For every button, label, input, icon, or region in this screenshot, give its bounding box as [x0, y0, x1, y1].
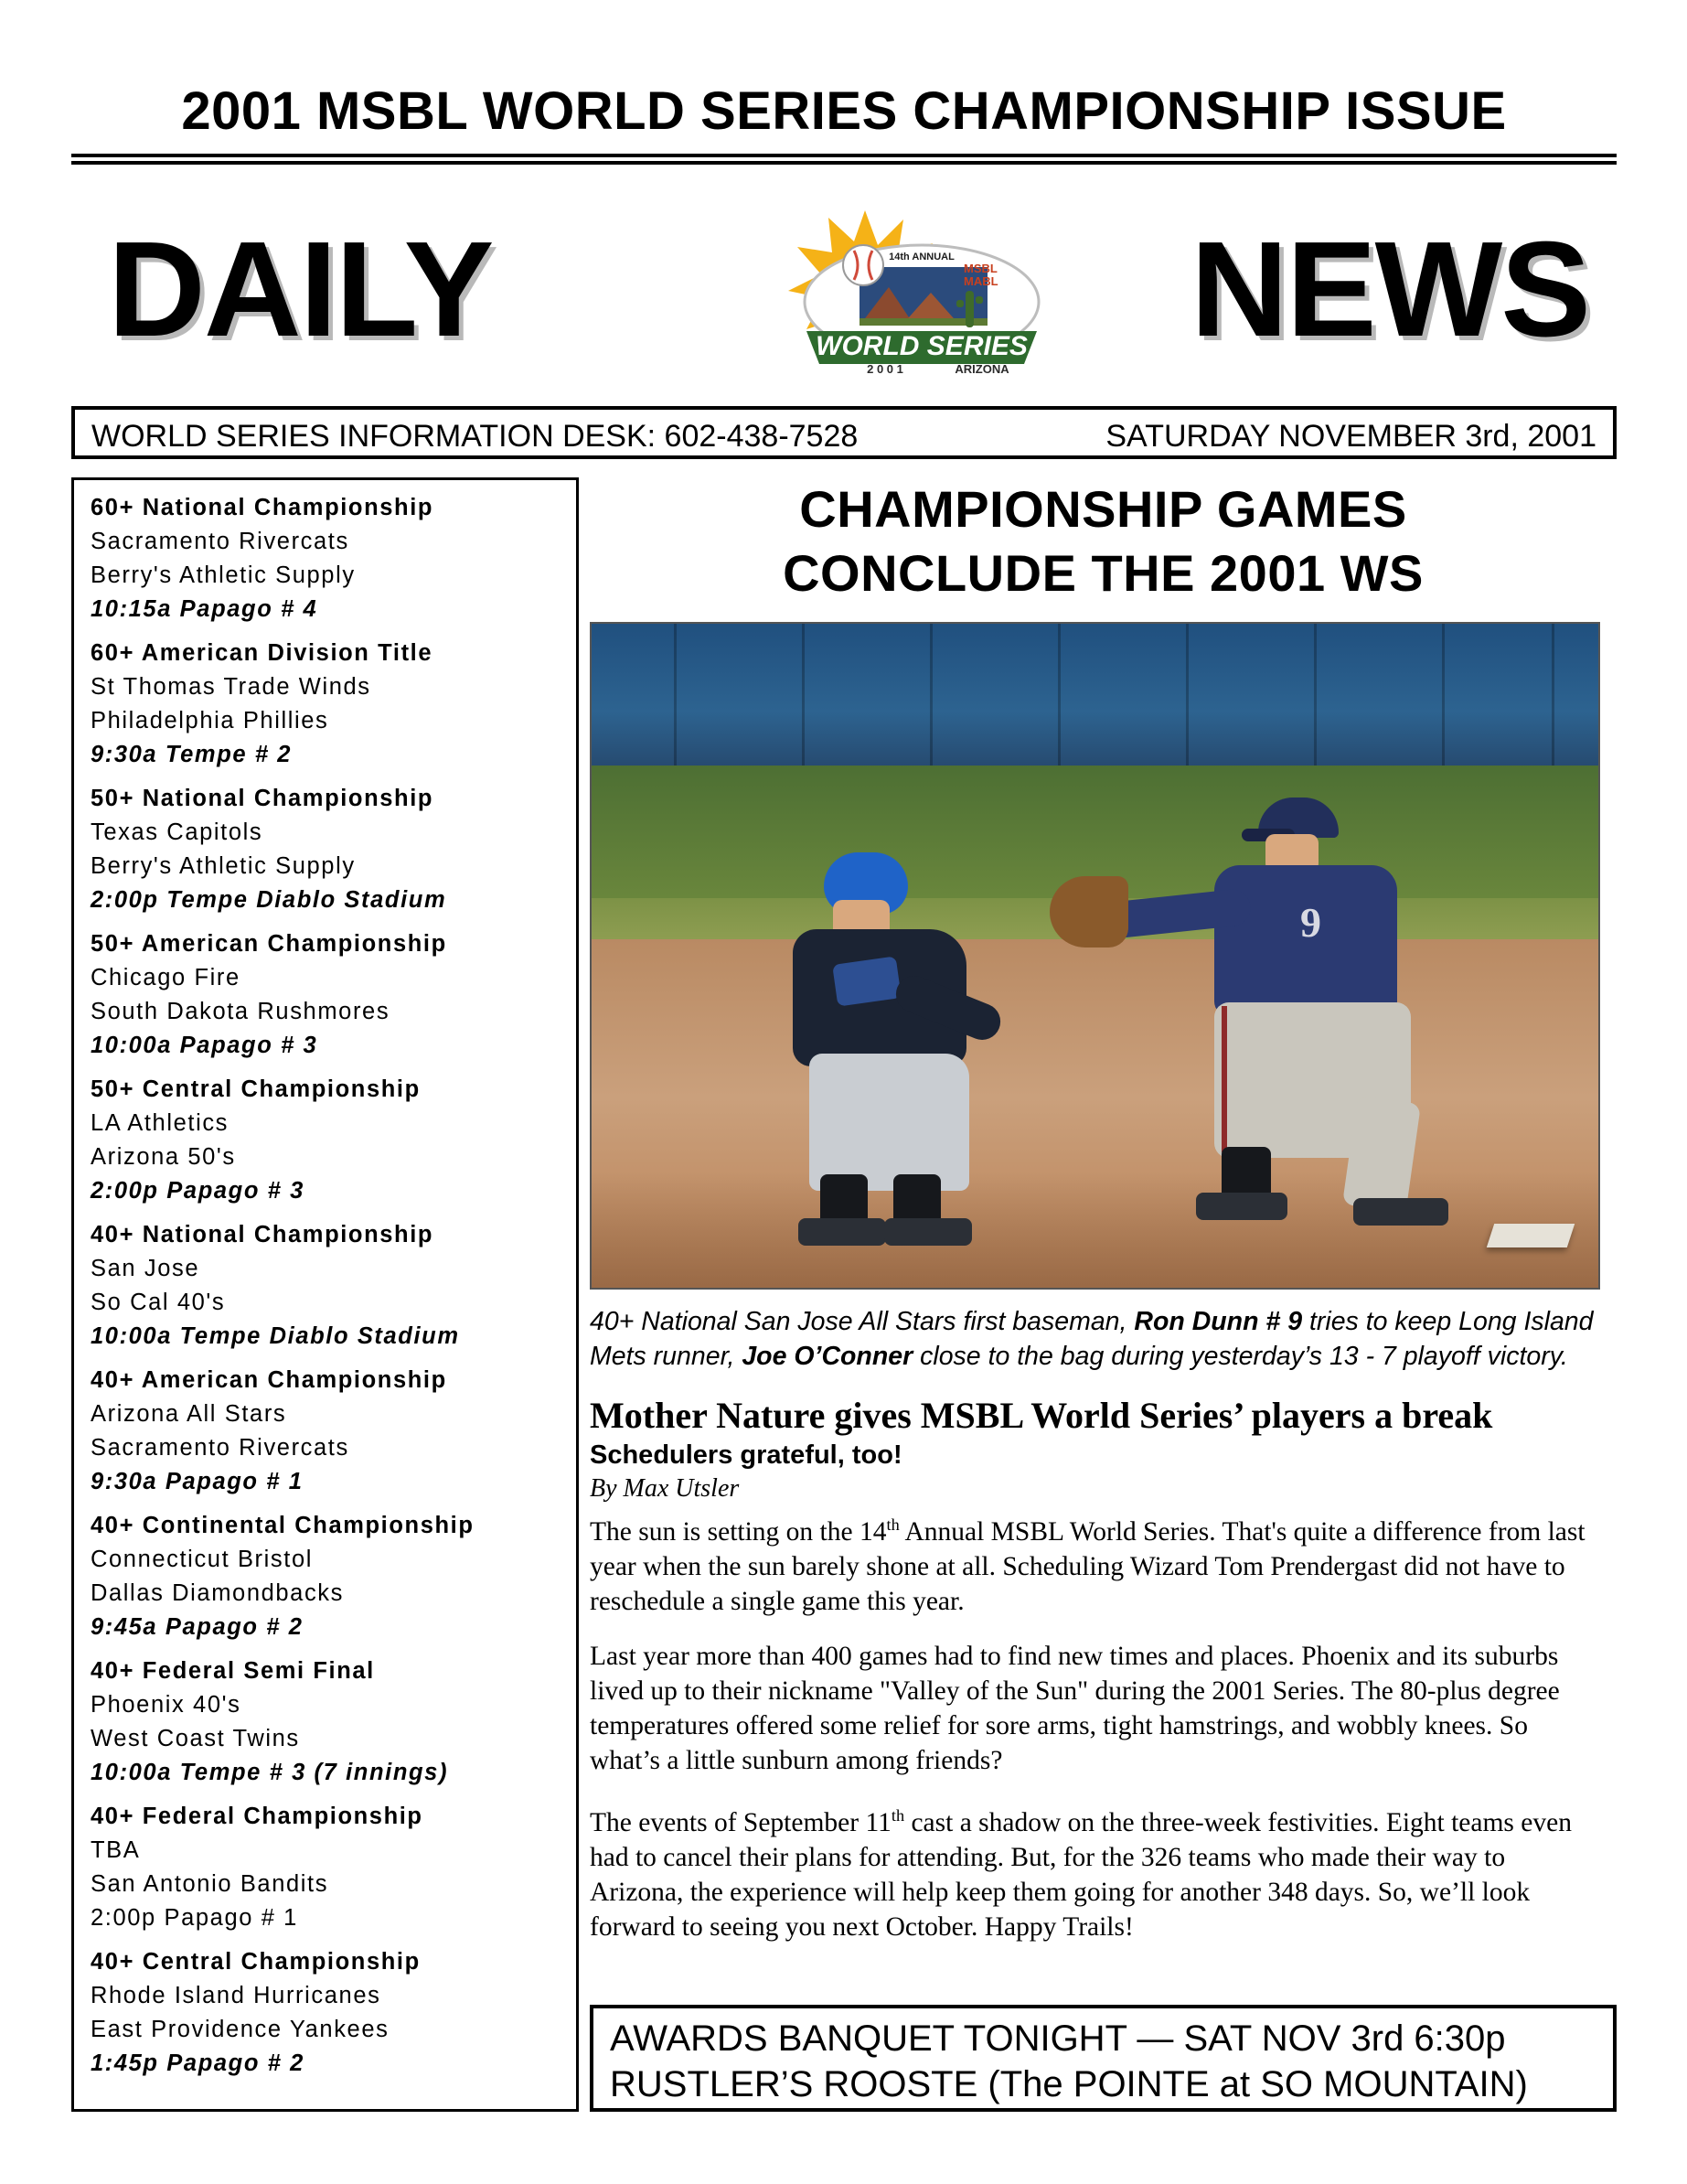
main-column [590, 477, 1617, 1965]
schedule-time-location: 9:30a Papago # 1 [91, 1469, 304, 1494]
schedule-team-2: South Dakota Rushmores [91, 999, 390, 1024]
awards-banquet-box [590, 2005, 1617, 2112]
schedule-time-location: 2:00p Papago # 1 [91, 1905, 298, 1931]
para1-ordinal: th [886, 1515, 900, 1534]
schedule-time-location: 10:00a Papago # 3 [91, 1033, 318, 1058]
schedule-team-1: Arizona All Stars [91, 1401, 287, 1427]
schedule-team-1: St Thomas Trade Winds [91, 674, 371, 700]
caption-player-2: Joe O’Conner [742, 1342, 913, 1371]
issue-banner: 2001 MSBL WORLD SERIES CHAMPIONSHIP ISSUE [181, 81, 1507, 141]
schedule-division-title: 60+ American Division Title [91, 640, 433, 666]
masthead [71, 212, 1617, 386]
schedule-team-1: LA Athletics [91, 1110, 230, 1136]
banquet-line-2: RUSTLER’S ROOSTE (The POINTE at SO MOUNTAIN) [610, 2064, 1528, 2104]
schedule-game-block [91, 927, 567, 1063]
story-byline: By Max Utsler [590, 1474, 740, 1503]
masthead-divider [71, 154, 1617, 165]
schedule-division-title: 50+ American Championship [91, 931, 447, 957]
schedule-game-block [91, 491, 567, 626]
schedule-team-1: Chicago Fire [91, 965, 240, 990]
story-paragraph-3 [590, 1798, 1600, 1944]
schedule-game-block [91, 1218, 567, 1354]
lead-photo [590, 622, 1600, 1290]
lead-story [590, 1394, 1600, 1944]
schedule-division-title: 40+ American Championship [91, 1367, 447, 1393]
story-subhead: Schedulers grateful, too! [590, 1440, 902, 1470]
fielder-shoe-left [1196, 1193, 1287, 1220]
fielder-jersey-number: 9 [1300, 899, 1321, 946]
schedule-game-block [91, 1945, 567, 2081]
runner-shoe-left [798, 1218, 886, 1246]
photo-caption [590, 1304, 1600, 1374]
schedule-team-1: Connecticut Bristol [91, 1547, 313, 1572]
para3-ordinal: th [891, 1805, 905, 1825]
schedule-team-2: Philadelphia Phillies [91, 708, 329, 733]
banquet-line-1: AWARDS BANQUET TONIGHT — SAT NOV 3rd 6:30p [610, 2018, 1506, 2059]
svg-text:WORLD SERIES: WORLD SERIES [816, 331, 1028, 361]
story-paragraph-2: Last year more than 400 games had to find new times and places. Phoenix and its suburbs lived up to their nickname "Valley of the Sun" during the 2001 Series. The 80-plus degree temperatures offered some relief for sore arms, tight hamstrings, and wobbly knees. So what’s a little sunburn among friends? [590, 1641, 1560, 1775]
schedule-team-2: East Providence Yankees [91, 2017, 390, 2042]
schedule-division-title: 40+ Central Championship [91, 1949, 421, 1975]
para1-text-b: Annual MSBL World Series. That's quite a difference from last year when the sun barely shone at all. Scheduling Wizard Tom Prendergast did not have to reschedule a single game this year. [590, 1516, 1586, 1616]
schedule-time-location: 10:15a Papago # 4 [91, 596, 318, 622]
svg-text:MSBL: MSBL [964, 262, 998, 275]
para1-text-a: The sun is setting on the 14 [590, 1516, 887, 1547]
fielder-leg [1342, 1096, 1421, 1214]
story-headline: Mother Nature gives MSBL World Series’ players a break [590, 1395, 1493, 1436]
schedule-time-location: 10:00a Tempe # 3 (7 innings) [91, 1760, 449, 1785]
schedule-team-2: Sacramento Rivercats [91, 1435, 349, 1461]
para3-text-a: The events of September 11 [590, 1807, 892, 1837]
photo-runner-player [756, 852, 1012, 1237]
schedule-team-1: Texas Capitols [91, 819, 263, 845]
schedule-team-2: So Cal 40's [91, 1290, 226, 1315]
schedule-team-1: Phoenix 40's [91, 1692, 241, 1718]
schedule-team-1: TBA [91, 1837, 141, 1863]
schedule-time-location: 1:45p Papago # 2 [91, 2050, 304, 2076]
masthead-title-left: DAILY [108, 214, 493, 365]
schedule-division-title: 50+ National Championship [91, 786, 434, 811]
schedule-division-title: 40+ Federal Semi Final [91, 1658, 375, 1684]
svg-text:ARIZONA: ARIZONA [955, 362, 1009, 376]
svg-text:2 0 0 1: 2 0 0 1 [867, 362, 903, 376]
caption-player-1: Ron Dunn # 9 [1134, 1307, 1303, 1336]
runner-pants [809, 1054, 969, 1191]
para3-text-b: cast a shadow on the three-week festivities. Eight teams even had to cancel their plans for attending. But, for the 326 teams who made their way to Arizona, the experience will help keep them going for another 348 days. So, we’ll look forward to seeing you next October. Happy Trails! [590, 1807, 1572, 1942]
schedule-division-title: 60+ National Championship [91, 495, 434, 520]
schedule-team-1: Sacramento Rivercats [91, 529, 349, 554]
story-paragraph-1 [590, 1507, 1600, 1619]
schedule-column [71, 477, 579, 2112]
schedule-team-2: San Antonio Bandits [91, 1871, 329, 1897]
schedule-division-title: 40+ National Championship [91, 1222, 434, 1247]
baseball-glove-icon [1050, 876, 1128, 947]
svg-text:MABL: MABL [964, 274, 998, 288]
schedule-team-1: San Jose [91, 1256, 200, 1281]
masthead-title-right: NEWS [1191, 214, 1589, 365]
caption-text-3: close to the bag during yesterday’s 13 - 7 playoff victory. [913, 1342, 1568, 1371]
headline-line-2: CONCLUDE THE 2001 WS [783, 544, 1424, 602]
photo-first-baseman [1105, 798, 1489, 1255]
schedule-game-block [91, 637, 567, 772]
schedule-time-location: 10:00a Tempe Diablo Stadium [91, 1323, 460, 1349]
schedule-division-title: 40+ Continental Championship [91, 1513, 475, 1538]
schedule-team-2: Berry's Athletic Supply [91, 853, 356, 879]
caption-text-1: 40+ National San Jose All Stars first baseman, [590, 1307, 1135, 1336]
schedule-team-2: West Coast Twins [91, 1726, 300, 1751]
world-series-logo-icon [775, 203, 1059, 400]
schedule-team-2: Berry's Athletic Supply [91, 562, 356, 588]
schedule-time-location: 2:00p Papago # 3 [91, 1178, 304, 1204]
photo-outfield-wall [592, 624, 1598, 770]
schedule-time-location: 9:45a Papago # 2 [91, 1614, 304, 1640]
page-headline [590, 477, 1617, 605]
runner-shoe-right [884, 1218, 972, 1246]
fielder-pant-stripe [1222, 1006, 1227, 1152]
schedule-team-1: Rhode Island Hurricanes [91, 1983, 381, 2008]
photo-first-base [1487, 1224, 1575, 1247]
issue-date: SATURDAY NOVEMBER 3rd, 2001 [1105, 419, 1596, 454]
schedule-game-block [91, 1073, 567, 1208]
info-desk-text: WORLD SERIES INFORMATION DESK: 602-438-7528 [91, 419, 859, 454]
schedule-team-2: Dallas Diamondbacks [91, 1580, 345, 1606]
schedule-division-title: 50+ Central Championship [91, 1076, 421, 1102]
caption-text-2: tries to keep Long Island Mets runner, [590, 1307, 1594, 1371]
schedule-game-block [91, 1364, 567, 1499]
info-bar [71, 406, 1617, 459]
svg-text:14th ANNUAL: 14th ANNUAL [889, 252, 955, 262]
schedule-game-block [91, 782, 567, 917]
schedule-time-location: 9:30a Tempe # 2 [91, 742, 293, 767]
schedule-game-block [91, 1509, 567, 1644]
schedule-team-2: Arizona 50's [91, 1144, 236, 1170]
headline-line-1: CHAMPIONSHIP GAMES [799, 480, 1407, 538]
fielder-shoe-right [1353, 1198, 1448, 1226]
runner-jersey-logo [832, 956, 902, 1006]
schedule-division-title: 40+ Federal Championship [91, 1804, 423, 1829]
schedule-game-block [91, 1654, 567, 1790]
photo-wall-seams [592, 624, 1598, 770]
schedule-game-block [91, 1800, 567, 1935]
schedule-time-location: 2:00p Tempe Diablo Stadium [91, 887, 447, 913]
